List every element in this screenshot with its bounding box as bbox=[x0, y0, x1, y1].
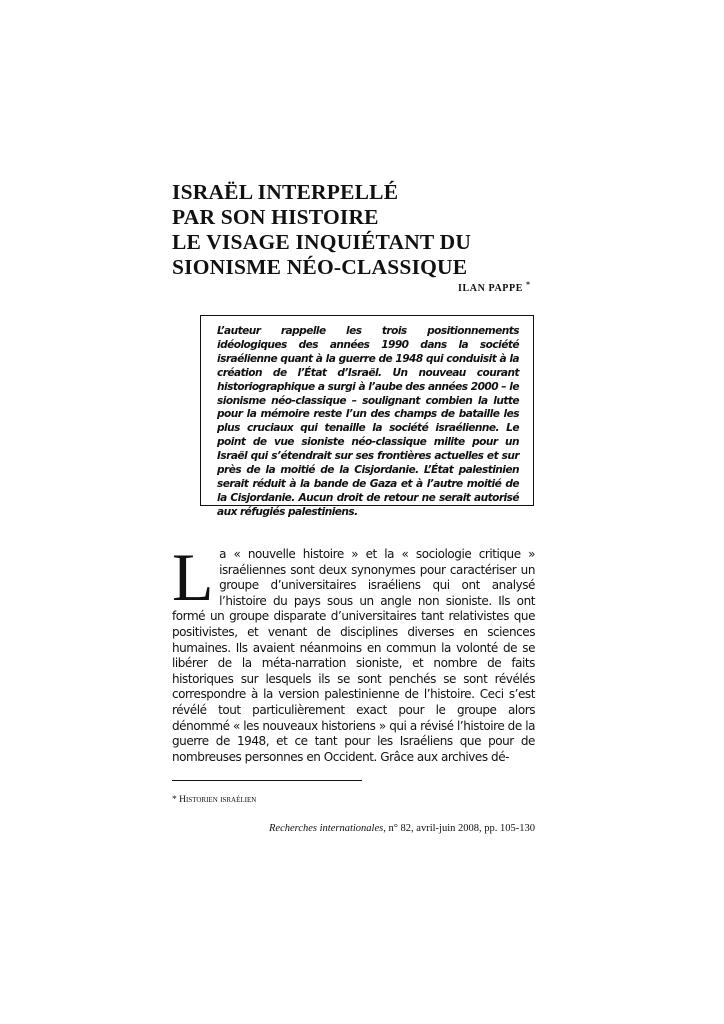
footnote-rule bbox=[172, 780, 362, 781]
journal-name: Recherches internationales bbox=[269, 823, 384, 834]
footnote: * Historien israélien bbox=[172, 795, 257, 805]
author-text: ILAN PAPPE bbox=[458, 283, 523, 294]
drop-cap: L bbox=[172, 539, 214, 615]
abstract-text: L’auteur rappelle les trois positionnements idéologiques des années 1990 dans la société israélienne quant à la guerre de 1948 qui conduisit à la création de l’État d’Israël. Un nouveau courant historiographique a surgi à l’aube des années 2000 – le sionisme néo-classique – soulignant combien la lutte pour la mémoire reste l’un des champs de bataille les plus cruciaux qui tenaille la société israélienne. Le point de vue sioniste néo-classique milite pour un Israël qui s’étendrait sur ses frontières actuelles et sur près de la moitié de la Cisjordanie. L’État palestinien serait réduit à la bande de Gaza et à l’autre moitié de la Cisjordanie. Aucun droit de retour ne serait autorisé aux réfugiés palestiniens. bbox=[217, 325, 519, 518]
author-name bbox=[458, 280, 531, 294]
title-line: ISRAËL INTERPELLÉ bbox=[172, 180, 399, 204]
article-title bbox=[172, 180, 552, 280]
title-line: LE VISAGE INQUIÉTANT DU bbox=[172, 230, 472, 254]
title-line: PAR SON HISTOIRE bbox=[172, 205, 379, 229]
body-text: a « nouvelle histoire » et la « sociologie critique » israéliennes sont deux synonymes pour caractériser un groupe d’universitaires israéliens qui ont analysé l’histoire du pays sous un angle non sioniste. Ils ont formé un groupe disparate d’universitaires tant relativistes que positivistes, et venant de disciplines diverses en sciences humaines. Ils avaient néanmoins en commun la volonté de se libérer de la méta-narration sioniste, et nombre de faits historiques sur lesquels ils se sont penchés se sont révélés correspondre à la version palestinienne de l’histoire. Ceci s’est révélé tout particulièrement exact pour le groupe alors dénommé « les nouveaux historiens » qui a révisé l’histoire de la guerre de 1948, et ce tant pour les Israéliens que pour de nombreuses personnes en Occident. Grâce aux archives dé- bbox=[172, 547, 535, 764]
abstract-box bbox=[200, 315, 534, 518]
citation-details: , n° 82, avril-juin 2008, pp. 105-130 bbox=[383, 823, 535, 834]
title-line: SIONISME NÉO-CLASSIQUE bbox=[172, 255, 468, 279]
author-footnote-marker: * bbox=[525, 280, 531, 289]
body-paragraph bbox=[172, 539, 535, 765]
journal-citation bbox=[269, 823, 535, 834]
